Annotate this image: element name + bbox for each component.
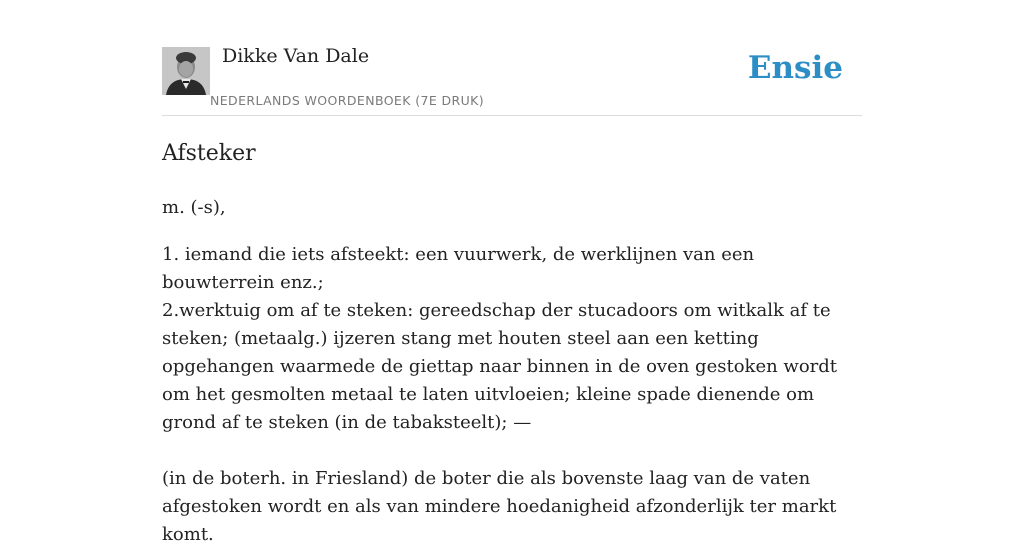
author-avatar[interactable] (162, 47, 210, 95)
entry-title: Afsteker (162, 141, 256, 166)
entry-definition: 1. iemand die iets afsteekt: een vuurwerk, de werklijnen van een bouwterrein enz.; 2.werktuig om af te steken: gereedschap der stucadoors om witkalk af te steken; (metaalg.) ijzeren stang met houten steel aan een ketting opgehangen waarmede de giettap naar binnen in de oven gestoken wordt om het gesmolten metaal te laten uitvloeien; kleine spade dienende om grond af te steken (in de tabaksteelt); — (in de boterh. in Friesland) de boter die als bovenste laag van de vaten afgestoken wordt en als van mindere hoedanigheid afzonderlijk ter markt komt. (162, 244, 838, 545)
header (162, 0, 862, 116)
author-name[interactable]: Dikke Van Dale (222, 45, 370, 67)
source-title[interactable]: NEDERLANDS WOORDENBOEK (7E DRUK) (210, 93, 485, 108)
brand-logo[interactable]: Ensie (747, 50, 843, 86)
entry-content (162, 138, 862, 549)
entry-grammar: m. (-s), (162, 197, 226, 218)
portrait-icon (162, 47, 210, 95)
